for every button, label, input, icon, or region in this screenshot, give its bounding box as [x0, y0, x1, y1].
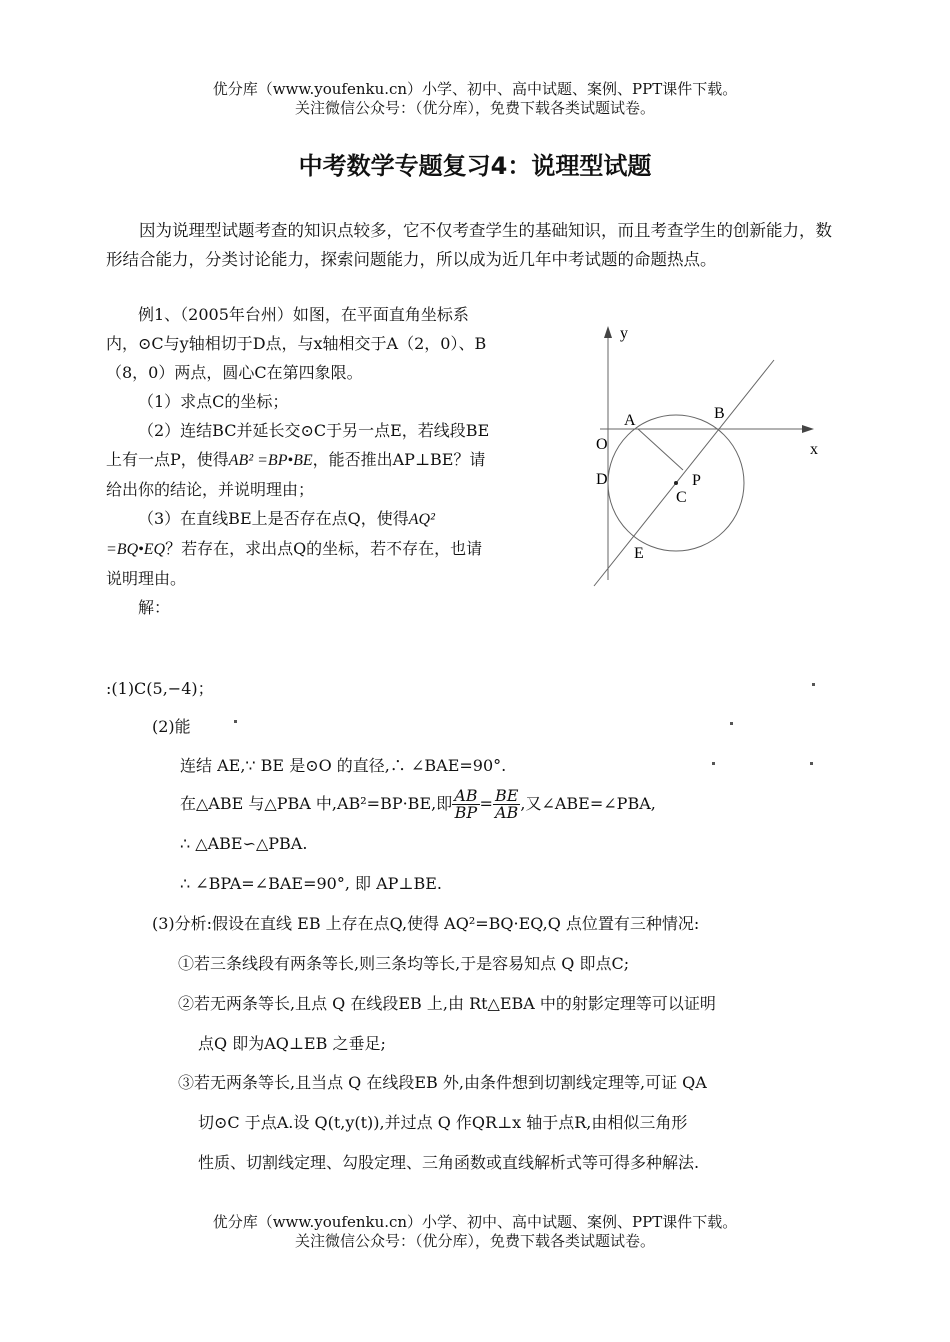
fraction-ab-over-bp: [452, 788, 479, 821]
fraction-2-numerator: BE: [494, 786, 519, 805]
solution-case-3-cont: 切⊙C 于点A.设 Q(t,y(t)),并过点 Q 作QR⊥x 轴于点R,由相似三角形: [198, 1113, 688, 1132]
scan-speck: [712, 762, 715, 765]
solution-step-4-text-b: ,又∠ABE=∠PBA,: [520, 794, 656, 813]
question-2: [106, 416, 498, 504]
label-p: P: [692, 472, 701, 489]
solution-step-2: (2)能: [152, 717, 191, 736]
fraction-2-denominator: AB: [495, 803, 519, 822]
header-line-2: 关注微信公众号：（优分库），免费下载各类试题试卷。: [294, 99, 655, 117]
label-b: B: [714, 405, 725, 422]
solution-case-3-end: 性质、切割线定理、勾股定理、三角函数或直线解析式等可得多种解法.: [198, 1153, 700, 1172]
label-x: x: [810, 441, 818, 458]
label-a: A: [624, 412, 636, 429]
solution-step-6: ∴ ∠BPA=∠BAE=90°, 即 AP⊥BE.: [180, 874, 443, 893]
solution-case-3: ③若无两条等长,且当点 Q 在线段EB 外,由条件想到切割线定理等,可证 QA: [178, 1073, 707, 1092]
page-title: 中考数学专题复习4：说理型试题: [298, 152, 652, 180]
fraction-1-denominator: BP: [454, 803, 478, 822]
question-2-equation: AB² =BP•BE: [228, 452, 313, 469]
example-stem: 例1、（2005年台州）如图，在平面直角坐标系内，⊙C与y轴相切于D点，与x轴相交于A（2，0）、B（8，0）两点，圆心C在第四象限。: [106, 305, 487, 382]
label-d: D: [596, 471, 608, 488]
footer-line-1: 优分库（www.youfenku.cn）小学、初中、高中试题、案例、PPT课件下载。: [212, 1213, 738, 1231]
label-o: O: [596, 436, 608, 453]
label-y: y: [620, 325, 628, 342]
header-line-1: 优分库（www.youfenku.cn）小学、初中、高中试题、案例、PPT课件下载。: [212, 80, 738, 98]
scan-speck: [234, 720, 237, 723]
line-be: [594, 360, 774, 586]
label-e: E: [634, 545, 644, 562]
solution-step-1: :(1)C(5,−4)；: [106, 679, 214, 698]
solution-step-5: ∴ △ABE∽△PBA.: [180, 834, 308, 853]
fraction-equals: =: [479, 794, 493, 813]
question-2-text-b: ，能否推出AP⊥BE？请给出你的结论，并说明理由；: [106, 450, 486, 499]
footer-line-2: 关注微信公众号：（优分库），免费下载各类试题试卷。: [294, 1232, 655, 1250]
label-c: C: [676, 489, 687, 506]
solution-step-4: [180, 788, 656, 821]
solution-case-2-cont: 点Q 即为AQ⊥EB 之垂足;: [198, 1034, 386, 1053]
fraction-be-over-ab: [493, 788, 520, 821]
segment-ap: [638, 429, 683, 470]
solution-step-4-text-a: 在△ABE 与△PBA 中,AB²=BP·BE,即: [180, 794, 453, 813]
geometry-figure: [570, 318, 830, 588]
question-3-text-b: ？若存在，求出点Q的坐标，若不存在，也请说明理由。: [106, 539, 483, 588]
scan-speck: [812, 683, 815, 686]
solve-label: 解：: [138, 598, 171, 617]
center-c-dot: [674, 481, 678, 485]
scan-speck: [730, 722, 733, 725]
solution-step-3: 连结 AE,∵ BE 是⊙O 的直径,∴ ∠BAE=90°.: [180, 756, 507, 775]
question-3-text-a: （3）在直线BE上是否存在点Q，使得: [138, 509, 409, 528]
example-block: [106, 300, 498, 622]
question-3-equation: AQ² =BQ•EQ: [106, 511, 435, 558]
question-1: （1）求点C的坐标；: [138, 392, 289, 411]
solution-case-2: ②若无两条等长,且点 Q 在线段EB 上,由 Rt△EBA 中的射影定理等可以证明: [178, 994, 716, 1013]
scan-speck: [810, 762, 813, 765]
fraction-1-numerator: AB: [454, 786, 478, 805]
x-axis-arrow: [802, 425, 814, 433]
intro-paragraph: 因为说理型试题考查的知识点较多，它不仅考查学生的基础知识，而且考查学生的创新能力，数形结合能力，分类讨论能力，探索问题能力，所以成为近几年中考试题的命题热点。: [106, 221, 832, 269]
solution-step-7: (3)分析:假设在直线 EB 上存在点Q,使得 AQ²=BQ·EQ,Q 点位置有三种情况:: [152, 914, 700, 933]
y-axis-arrow: [604, 326, 612, 338]
solution-case-1: ①若三条线段有两条等长,则三条均等长,于是容易知点 Q 即点C;: [178, 954, 630, 973]
question-2-text-a: （2）连结BC并延长交⊙C于另一点E，若线段BE上有一点P，使得: [106, 421, 490, 469]
question-3: [106, 504, 498, 593]
